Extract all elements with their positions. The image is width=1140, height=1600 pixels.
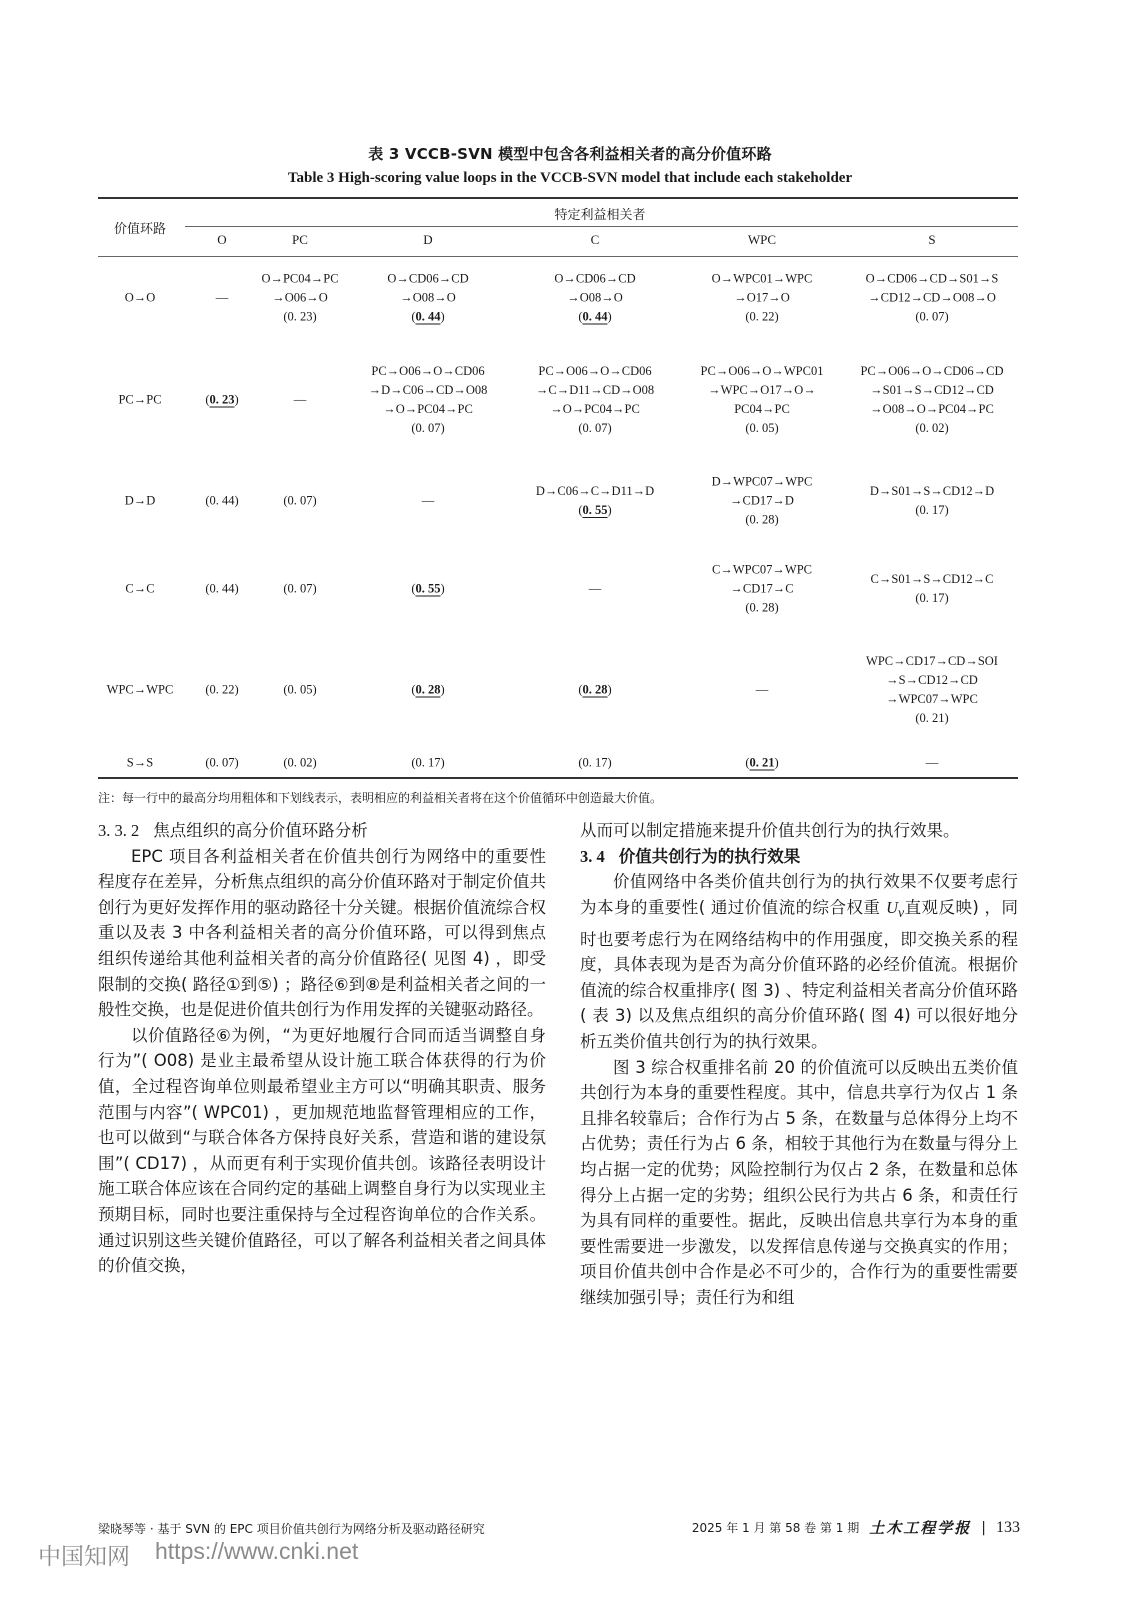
- paren: (: [205, 392, 210, 407]
- paren: (: [283, 581, 288, 596]
- score-value: 0. 07: [415, 421, 441, 435]
- score: [866, 308, 999, 327]
- table-cell: [712, 270, 813, 327]
- score-value: 0. 07: [582, 421, 608, 435]
- empty-dash: —: [421, 493, 435, 508]
- paren: (: [915, 711, 920, 725]
- paren: ): [312, 581, 317, 596]
- right-column: [580, 818, 1018, 1311]
- score: [860, 419, 1003, 438]
- score-value: 0. 21: [749, 755, 775, 770]
- empty-dash: —: [755, 682, 769, 697]
- empty-dash: —: [588, 581, 602, 596]
- table-cell: [866, 270, 999, 327]
- paren: (: [205, 581, 210, 596]
- paren: ): [607, 682, 612, 697]
- paren: ): [440, 682, 445, 697]
- score-value: 0. 17: [582, 755, 608, 770]
- column-header: O: [217, 232, 227, 247]
- score-value: 0. 23: [287, 309, 313, 324]
- loop-path-line: C→S01→S→CD12→C: [870, 572, 994, 586]
- score-value: 0. 05: [287, 682, 313, 697]
- score-value: 0. 02: [287, 755, 313, 770]
- score-value: 0. 05: [749, 421, 775, 435]
- paren: ): [312, 755, 317, 770]
- score-value: 0. 07: [919, 309, 945, 324]
- paragraph: [580, 869, 1018, 1054]
- paren: ): [234, 755, 239, 770]
- loop-path-line: PC→O06→O→CD06: [538, 364, 652, 378]
- paren: (: [283, 493, 288, 508]
- running-title: 梁晓琴等 · 基于 SVN 的 EPC 项目价值共创行为网络分析及驱动路径研究: [98, 1522, 485, 1536]
- score-highlight: [536, 501, 654, 520]
- paren: ): [944, 503, 949, 517]
- text-span: 直观反映) ，同时也要考虑行为在网络结构中的作用强度，即交换关系的程度，具体表现为是否为高分价值环路的必经价值流。根据价值流的综合权重排序( 图 3) 、特定利益相关者高分价值环路( 表 3) 以及焦点组织的高分价值环路( 图 4) 可以很好地分析五类价值共创行为的执行效果。: [580, 897, 1018, 1052]
- paren: (: [745, 512, 750, 527]
- score: [205, 580, 238, 599]
- paren: (: [411, 309, 416, 324]
- table-cell: [411, 580, 444, 599]
- journal-logo: 土木工程学报: [869, 1519, 972, 1537]
- paren: (: [283, 309, 288, 324]
- section-number: 3. 3. 2: [98, 821, 140, 840]
- paren: (: [578, 755, 583, 770]
- score-value: 0. 55: [582, 503, 608, 517]
- paren: (: [915, 591, 920, 605]
- table-cell: [926, 754, 939, 773]
- table-cell: [589, 580, 602, 599]
- footer-separator: |: [981, 1519, 986, 1536]
- table-cell: [745, 754, 778, 773]
- loop-path-line: →O→PC04→PC: [550, 402, 640, 416]
- score: [871, 589, 994, 608]
- score: [866, 709, 998, 728]
- paren: (: [411, 682, 416, 697]
- score: [283, 492, 316, 511]
- paren: ): [440, 755, 445, 770]
- table-group-rule: [185, 226, 1018, 227]
- section-heading-3-3-2: [98, 818, 546, 844]
- loop-path-line: →S→CD12→CD: [886, 673, 978, 687]
- table-cell: [536, 482, 654, 520]
- table-caption-en: Table 3 High-scoring value loops in the VCCB-SVN model that include each stakeholder: [287, 170, 853, 186]
- score-value: 0. 44: [415, 309, 441, 324]
- score-value: 0. 17: [919, 503, 945, 517]
- loop-path-line: PC→O06→O→CD06: [371, 364, 485, 378]
- score-value: 0. 44: [582, 309, 608, 324]
- table-note: 注：每一行中的最高分均用粗体和下划线表示，表明相应的利益相关者将在这个价值循环中创造最大价值。: [98, 791, 663, 805]
- score-highlight: [411, 681, 444, 700]
- paren: (: [578, 503, 583, 517]
- table-cell: [205, 391, 238, 410]
- score: [205, 492, 238, 511]
- group-header: 特定利益相关者: [554, 208, 646, 223]
- column-header: S: [928, 232, 936, 247]
- paren: ): [234, 682, 239, 697]
- score: [712, 511, 813, 530]
- loop-path-line: O→WPC01→WPC: [711, 271, 813, 286]
- table-cell: [205, 681, 238, 700]
- watermark-brand: 中国知网: [38, 1544, 130, 1570]
- score: [536, 419, 654, 438]
- paren: (: [283, 755, 288, 770]
- score-value: 0. 17: [415, 755, 441, 770]
- paren: ): [944, 591, 949, 605]
- math-subscript: v: [898, 905, 905, 921]
- section-title: 焦点组织的高分价值环路分析: [153, 821, 368, 840]
- score: [283, 681, 316, 700]
- score: [870, 501, 994, 520]
- paren: ): [607, 421, 612, 435]
- loop-path-line: PC→O06→O→CD06→CD: [860, 364, 1004, 378]
- score: [712, 599, 812, 618]
- score-value: 0. 07: [209, 755, 235, 770]
- paren: (: [745, 421, 750, 435]
- score-value: 0. 44: [209, 493, 235, 508]
- loop-path-line: D→WPC07→WPC: [711, 474, 813, 489]
- table-cell: [411, 681, 444, 700]
- empty-dash: —: [215, 290, 229, 305]
- table-cell: [387, 270, 468, 327]
- row-label: D→D: [124, 493, 156, 508]
- paren: ): [440, 309, 445, 324]
- paren: ): [774, 309, 779, 324]
- score-highlight: [578, 681, 611, 700]
- paren: ): [234, 392, 239, 407]
- score-highlight: [205, 391, 238, 410]
- table-cell: [216, 289, 229, 308]
- table-bottom-rule: [98, 777, 1018, 779]
- paragraph-continuation: 从而可以制定措施来提升价值共创行为的执行效果。: [580, 821, 960, 840]
- loop-path-line: D→C06→C→D11→D: [535, 484, 655, 498]
- paren: ): [607, 503, 612, 517]
- score-value: 0. 22: [749, 309, 775, 324]
- loop-path-line: →D→C06→CD→O08: [368, 383, 488, 397]
- paren: ): [774, 421, 779, 435]
- loop-path-line: →S01→S→CD12→CD: [870, 383, 994, 397]
- row-label: O→O: [124, 290, 156, 305]
- paren: ): [944, 421, 949, 435]
- table-header-rule: [98, 256, 1018, 257]
- table-cell: [283, 492, 316, 511]
- loop-path-line: O→CD06→CD→S01→S: [865, 271, 999, 286]
- loop-path-line: →WPC→O17→O→: [708, 383, 816, 397]
- score-value: 0. 28: [749, 512, 775, 527]
- loop-path-line: O→CD06→CD: [554, 271, 636, 286]
- score: [205, 681, 238, 700]
- score-highlight: [554, 308, 635, 327]
- score-value: 0. 44: [209, 581, 235, 596]
- column-header: WPC: [747, 232, 777, 247]
- table-cell: [578, 681, 611, 700]
- paren: (: [915, 421, 920, 435]
- score-value: 0. 17: [919, 591, 945, 605]
- paren: ): [440, 421, 445, 435]
- score-value: 0. 07: [287, 493, 313, 508]
- paren: (: [745, 309, 750, 324]
- score: [578, 754, 611, 773]
- loop-path-line: →O08→O→PC04→PC: [870, 402, 994, 416]
- table-cell: [712, 473, 813, 530]
- paragraph: EPC 项目各利益相关者在价值共创行为网络中的重要性程度存在差异，分析焦点组织的高分价值环路对于制定价值共创行为更好发挥作用的驱动路径十分关键。根据价值流综合权重以及表 3 中各利益相关者的高分价值环路，可以得到焦点组织传递给其他利益相关者的高分价值路径( 见图 4) ，即受限制的交换( 路径①到⑤) ；路径⑥到⑧是利益相关者之间的一般性交换，也是促进价值共创行为作用发挥的关键驱动路径。: [98, 846, 546, 1020]
- section-title: 价值共创行为的执行效果: [618, 846, 801, 866]
- paren: ): [440, 581, 445, 596]
- score-value: 0. 02: [919, 421, 945, 435]
- paren: ): [944, 711, 949, 725]
- paren: (: [411, 755, 416, 770]
- loop-path-line: O→PC04→PC: [261, 271, 339, 286]
- score-highlight: [745, 754, 778, 773]
- loop-path-line: C→WPC07→WPC: [711, 562, 813, 577]
- paragraph: 图 3 综合权重排名前 20 的价值流可以反映出五类价值共创行为本身的重要性程度。其中，信息共享行为仅占 1 条且排名较靠后；合作行为占 5 条，在数量与总体得分上均不占优势；责任行为占 6 条，相较于其他行为在数量与得分上均占据一定的优势；风险控制行为仅占 2 条，在数量和总体得分上占据一定的劣势；组织公民行为共占 6 条，和责任行为具有同样的重要性。据此，反映出信息共享行为本身的重要性需要进一步激发，以发挥信息传递与交换真实的作用；项目价值共创中合作是必不可少的，合作行为的重要性需要继续加强引导；责任行为和组: [580, 1057, 1018, 1307]
- score: [205, 754, 238, 773]
- table-cell: [283, 580, 316, 599]
- loop-path-line: PC04→PC: [734, 402, 790, 416]
- table-cell: [578, 754, 611, 773]
- table-cell: [871, 570, 994, 608]
- loop-path-line: →O08→O: [567, 290, 623, 305]
- loop-path-line: →CD12→CD→O08→O: [868, 290, 996, 305]
- loop-path-line: →CD17→D: [730, 493, 794, 508]
- left-column: [98, 818, 546, 1279]
- table-cell: [205, 580, 238, 599]
- column-header: C: [590, 232, 600, 247]
- paren: (: [411, 421, 416, 435]
- paren: (: [411, 581, 416, 596]
- paren: ): [944, 309, 949, 324]
- text-span: 价值网络中各类价值共创行为的执行效果不仅要考虑行为本身的重要性( 通过价值流的综合权重: [580, 872, 1018, 917]
- section-heading-3-4: [580, 844, 1018, 870]
- table-cell: [712, 561, 812, 618]
- paren: (: [205, 493, 210, 508]
- issue-info: 2025 年 1 月 第 58 卷 第 1 期: [691, 1521, 860, 1535]
- table-cell: [866, 652, 998, 728]
- loop-path-line: PC→O06→O→WPC01: [700, 364, 824, 378]
- loop-path-line: →O17→O: [734, 290, 790, 305]
- row-label: WPC→WPC: [106, 682, 174, 697]
- score-value: 0. 28: [582, 682, 608, 697]
- table-cell: [283, 681, 316, 700]
- table-cell: [369, 362, 488, 438]
- paren: ): [774, 512, 779, 527]
- table-caption-cn: 表 3 VCCB-SVN 模型中包含各利益相关者的高分价值环路: [368, 145, 772, 163]
- paren: ): [774, 600, 779, 615]
- loop-path-line: D→S01→S→CD12→D: [869, 484, 995, 498]
- table-cell: [294, 391, 307, 410]
- loop-path-line: →O06→O: [272, 290, 328, 305]
- row-label: S→S: [126, 755, 154, 770]
- paren: ): [312, 493, 317, 508]
- section-number: 3. 4: [580, 846, 605, 866]
- table-cell: [554, 270, 635, 327]
- row-header: 价值环路: [113, 222, 167, 237]
- empty-dash: —: [925, 755, 939, 770]
- paren: (: [915, 503, 920, 517]
- column-header: D: [423, 232, 433, 247]
- loop-path-line: →O08→O: [400, 290, 456, 305]
- loop-path-line: O→CD06→CD: [387, 271, 469, 286]
- table-cell: [261, 270, 338, 327]
- table-cell: [205, 754, 238, 773]
- score: [411, 754, 444, 773]
- table-top-rule: [98, 197, 1018, 199]
- paren: (: [745, 600, 750, 615]
- column-header: PC: [292, 232, 308, 247]
- score-highlight: [387, 308, 468, 327]
- empty-dash: —: [293, 392, 307, 407]
- paren: ): [234, 581, 239, 596]
- score: [369, 419, 488, 438]
- paren: (: [205, 682, 210, 697]
- table-cell: [283, 754, 316, 773]
- math-variable: U: [886, 897, 899, 917]
- paren: (: [578, 421, 583, 435]
- score-value: 0. 28: [749, 600, 775, 615]
- table-cell: [422, 492, 435, 511]
- paren: ): [607, 755, 612, 770]
- score-value: 0. 28: [415, 682, 441, 697]
- paren: ): [774, 755, 779, 770]
- score: [283, 580, 316, 599]
- paren: (: [745, 755, 750, 770]
- paren: ): [312, 682, 317, 697]
- score-value: 0. 21: [919, 711, 945, 725]
- loop-path-line: →C→D11→CD→O08: [535, 383, 655, 397]
- paren: (: [578, 309, 583, 324]
- score-highlight: [411, 580, 444, 599]
- score-value: 0. 22: [209, 682, 235, 697]
- table-cell: [870, 482, 994, 520]
- paragraph: 以价值路径⑥为例，“为更好地履行合同而适当调整自身行为”( O08) 是业主最希望从设计施工联合体获得的行为价值，全过程咨询单位则最希望业主方可以“明确其职责、服务范围与内容”( WPC01) ，更加规范地监督管理相应的工作，也可以做到“与联合体各方保持良好关系，营造和谐的建设氛围”( CD17) ，从而更有利于实现价值共创。该路径表明设计施工联合体应该在合同约定的基础上调整自身行为以实现业主预期目标，同时也要注重保持与全过程咨询单位的合作关系。通过识别这些关键价值路径，可以了解各利益相关者之间具体的价值交换，: [98, 1025, 546, 1276]
- score: [712, 308, 813, 327]
- row-label: PC→PC: [118, 392, 162, 407]
- score-value: 0. 23: [209, 392, 235, 407]
- paren: (: [578, 682, 583, 697]
- score: [261, 308, 338, 327]
- footer-right: [692, 1517, 1020, 1538]
- paren: ): [312, 309, 317, 324]
- table-cell: [860, 362, 1003, 438]
- score-value: 0. 55: [415, 581, 441, 596]
- paren: ): [234, 493, 239, 508]
- paren: (: [915, 309, 920, 324]
- table-cell: [411, 754, 444, 773]
- table-cell: [205, 492, 238, 511]
- table-cell: [756, 681, 769, 700]
- paren: ): [607, 309, 612, 324]
- loop-path-line: →WPC07→WPC: [886, 692, 978, 706]
- table-cell: [701, 362, 824, 438]
- score-value: 0. 07: [287, 581, 313, 596]
- score: [701, 419, 824, 438]
- watermark-url[interactable]: https://www.cnki.net: [155, 1538, 359, 1564]
- loop-path-line: →O→PC04→PC: [383, 402, 473, 416]
- row-label: C→C: [125, 581, 155, 596]
- loop-path-line: WPC→CD17→CD→SOI: [866, 654, 998, 668]
- page-number: 133: [996, 1518, 1020, 1536]
- score: [283, 754, 316, 773]
- table-cell: [536, 362, 654, 438]
- paren: (: [205, 755, 210, 770]
- paren: (: [283, 682, 288, 697]
- loop-path-line: →CD17→C: [730, 581, 794, 596]
